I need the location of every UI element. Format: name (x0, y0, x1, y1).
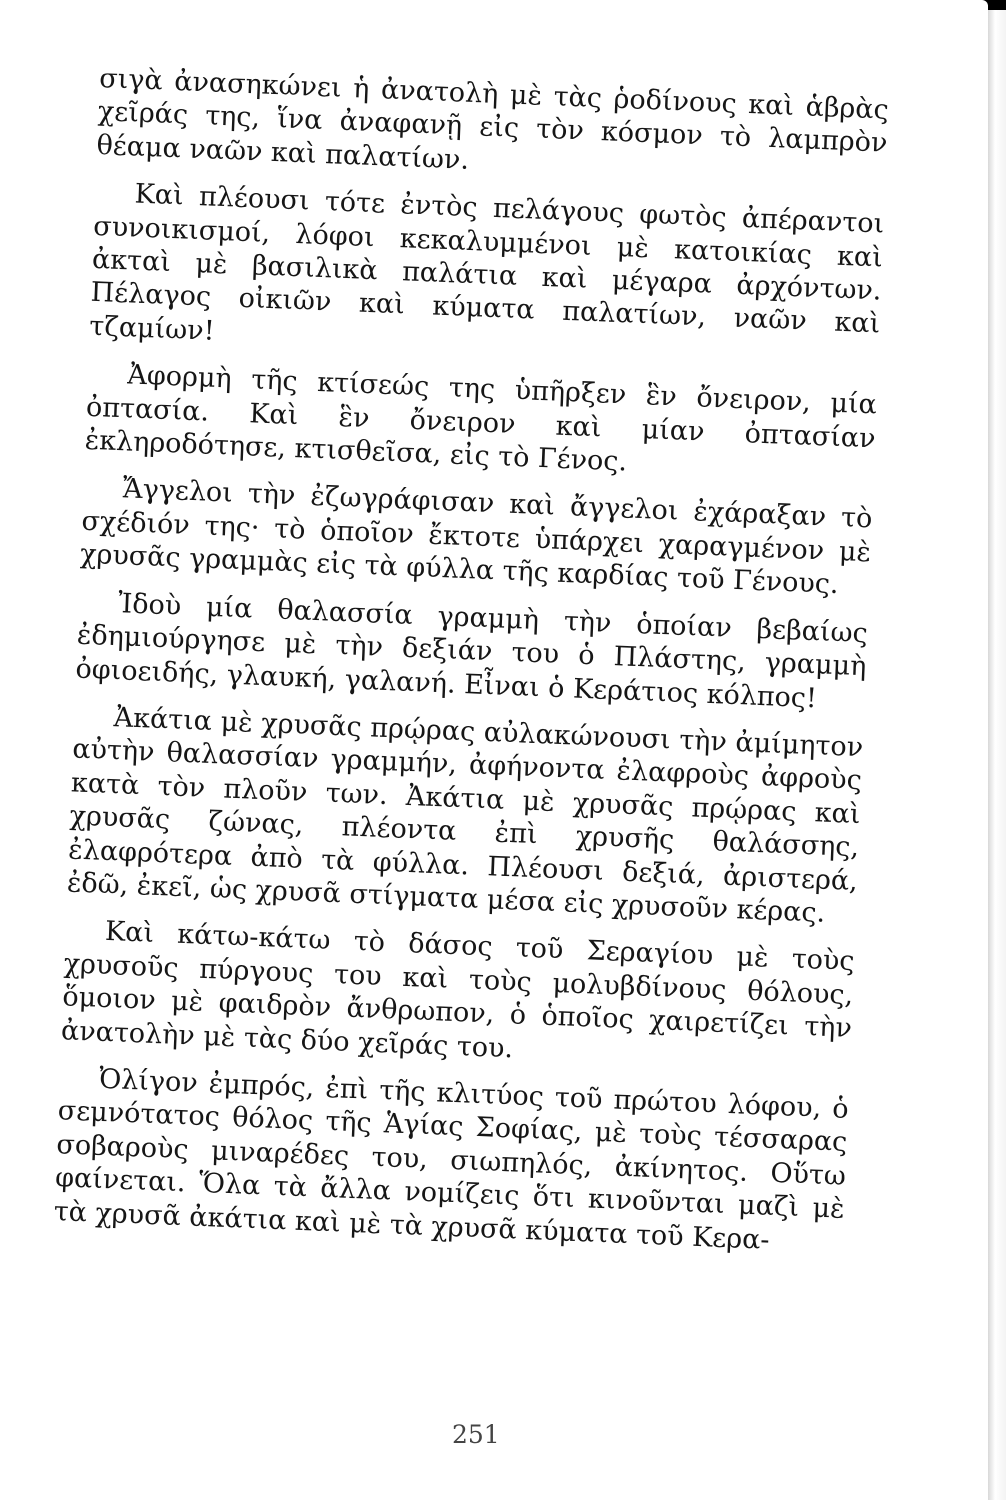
paragraph-3: Ἀφορμὴ τῆς κτίσεώς της ὑπῆρξεν ἓν ὄνειρον, μία ὀπτασία. Καὶ ἓν ὄνειρον καὶ μίαν ὀπτασίαν ἐκληροδότησε, κτισθεῖσα, εἰς τὸ Γένος. (84, 359, 878, 478)
paragraph-6: Ἀκάτια μὲ χρυσᾶς πρῴρας αὐλακώνουσι τὴν ἀμίμητον αὐτὴν θαλασσίαν γραμμήν, ἀφήνοντα ἐλαφροὺς ἀφροὺς κατὰ τὸν πλοῦν των. Ἀκάτια μὲ χρυσᾶς πρῴρας καὶ χρυσᾶς ζώνας, πλέοντα ἐπὶ χρυσῆς θαλάσσης, ἐλαφρότερα ἀπὸ τὰ φύλλα. Πλέουσι δεξιά, ἀριστερά, ἐδῶ, ἐκεῖ, ὡς χρυσᾶ στίγματα μέσα εἰς χρυσοῦν κέρας. (66, 701, 864, 929)
body-text (53, 62, 890, 1274)
paragraph-1: σιγὰ ἀνασηκώνει ἡ ἀνατολὴ μὲ τὰς ῥοδίνους καὶ ἁβρὰς χεῖράς της, ἵνα ἀναφανῇ εἰς τὸν κόσμον τὸ λαμπρὸν θέαμα ναῶν καὶ παλατίων. (96, 62, 890, 176)
paragraph-2: Καὶ πλέουσι τότε ἐντὸς πελάγους φωτὸς ἀπέραντοι συνοικισμοί, λόφοι κεκαλυμμένοι μὲ κατοικίας καὶ ἀκταὶ μὲ βασιλικὰ παλάτια καὶ μέγαρα ἀρχόντων. Πέλαγος οἰκιῶν καὶ κύματα παλατίων, ναῶν καὶ τζαμίων! (88, 178, 885, 347)
paragraph-4: Ἄγγελοι τὴν ἐζωγράφισαν καὶ ἄγγελοι ἐχάραξαν τὸ σχέδιόν της· τὸ ὁποῖον ἔκτοτε ὑπάρχει χαραγμένον μὲ χρυσᾶς γραμμὰς εἰς τὰ φύλλα τῆς καρδίας τοῦ Γένους. (79, 473, 873, 601)
paragraph-7: Καὶ κάτω-κάτω τὸ δάσος τοῦ Σεραγίου μὲ τοὺς χρυσοῦς πύργους του καὶ τοὺς μολυβδίνους θόλους, ὅμοιον μὲ φαιδρὸν ἄνθρωπον, ὁ ὁποῖος χαιρετίζει τὴν ἀνατολὴν μὲ τὰς δύο χεῖράς του. (60, 916, 856, 1064)
page-number: 251 (452, 1420, 500, 1449)
paragraph-8: Ὀλίγον ἐμπρός, ἐπὶ τῆς κλιτύος τοῦ πρώτου λόφου, ὁ σεμνότατος θόλος τῆς Ἁγίας Σοφίας, μὲ τοὺς τέσσαρας σοβαροὺς μιναρέδες του, σιωπηλός, ἀκίνητος. Οὕτω φαίνεται. Ὅλα τὰ ἄλλα νομίζεις ὅτι κινοῦνται μαζὶ μὲ τὰ χρυσᾶ ἀκάτια καὶ μὲ τὰ χρυσᾶ κύματα τοῦ Κερα- (53, 1063, 850, 1256)
page-edge (988, 10, 1006, 1500)
paragraph-5: Ἰδοὺ μία θαλασσία γραμμὴ τὴν ὁποίαν βεβαίως ἐδημιούργησε μὲ τὴν δεξιάν του ὁ Πλάστης, γραμμὴ ὀφιοειδής, γλαυκή, γαλανή. Εἶναι ὁ Κεράτιος κόλπος! (75, 587, 869, 714)
